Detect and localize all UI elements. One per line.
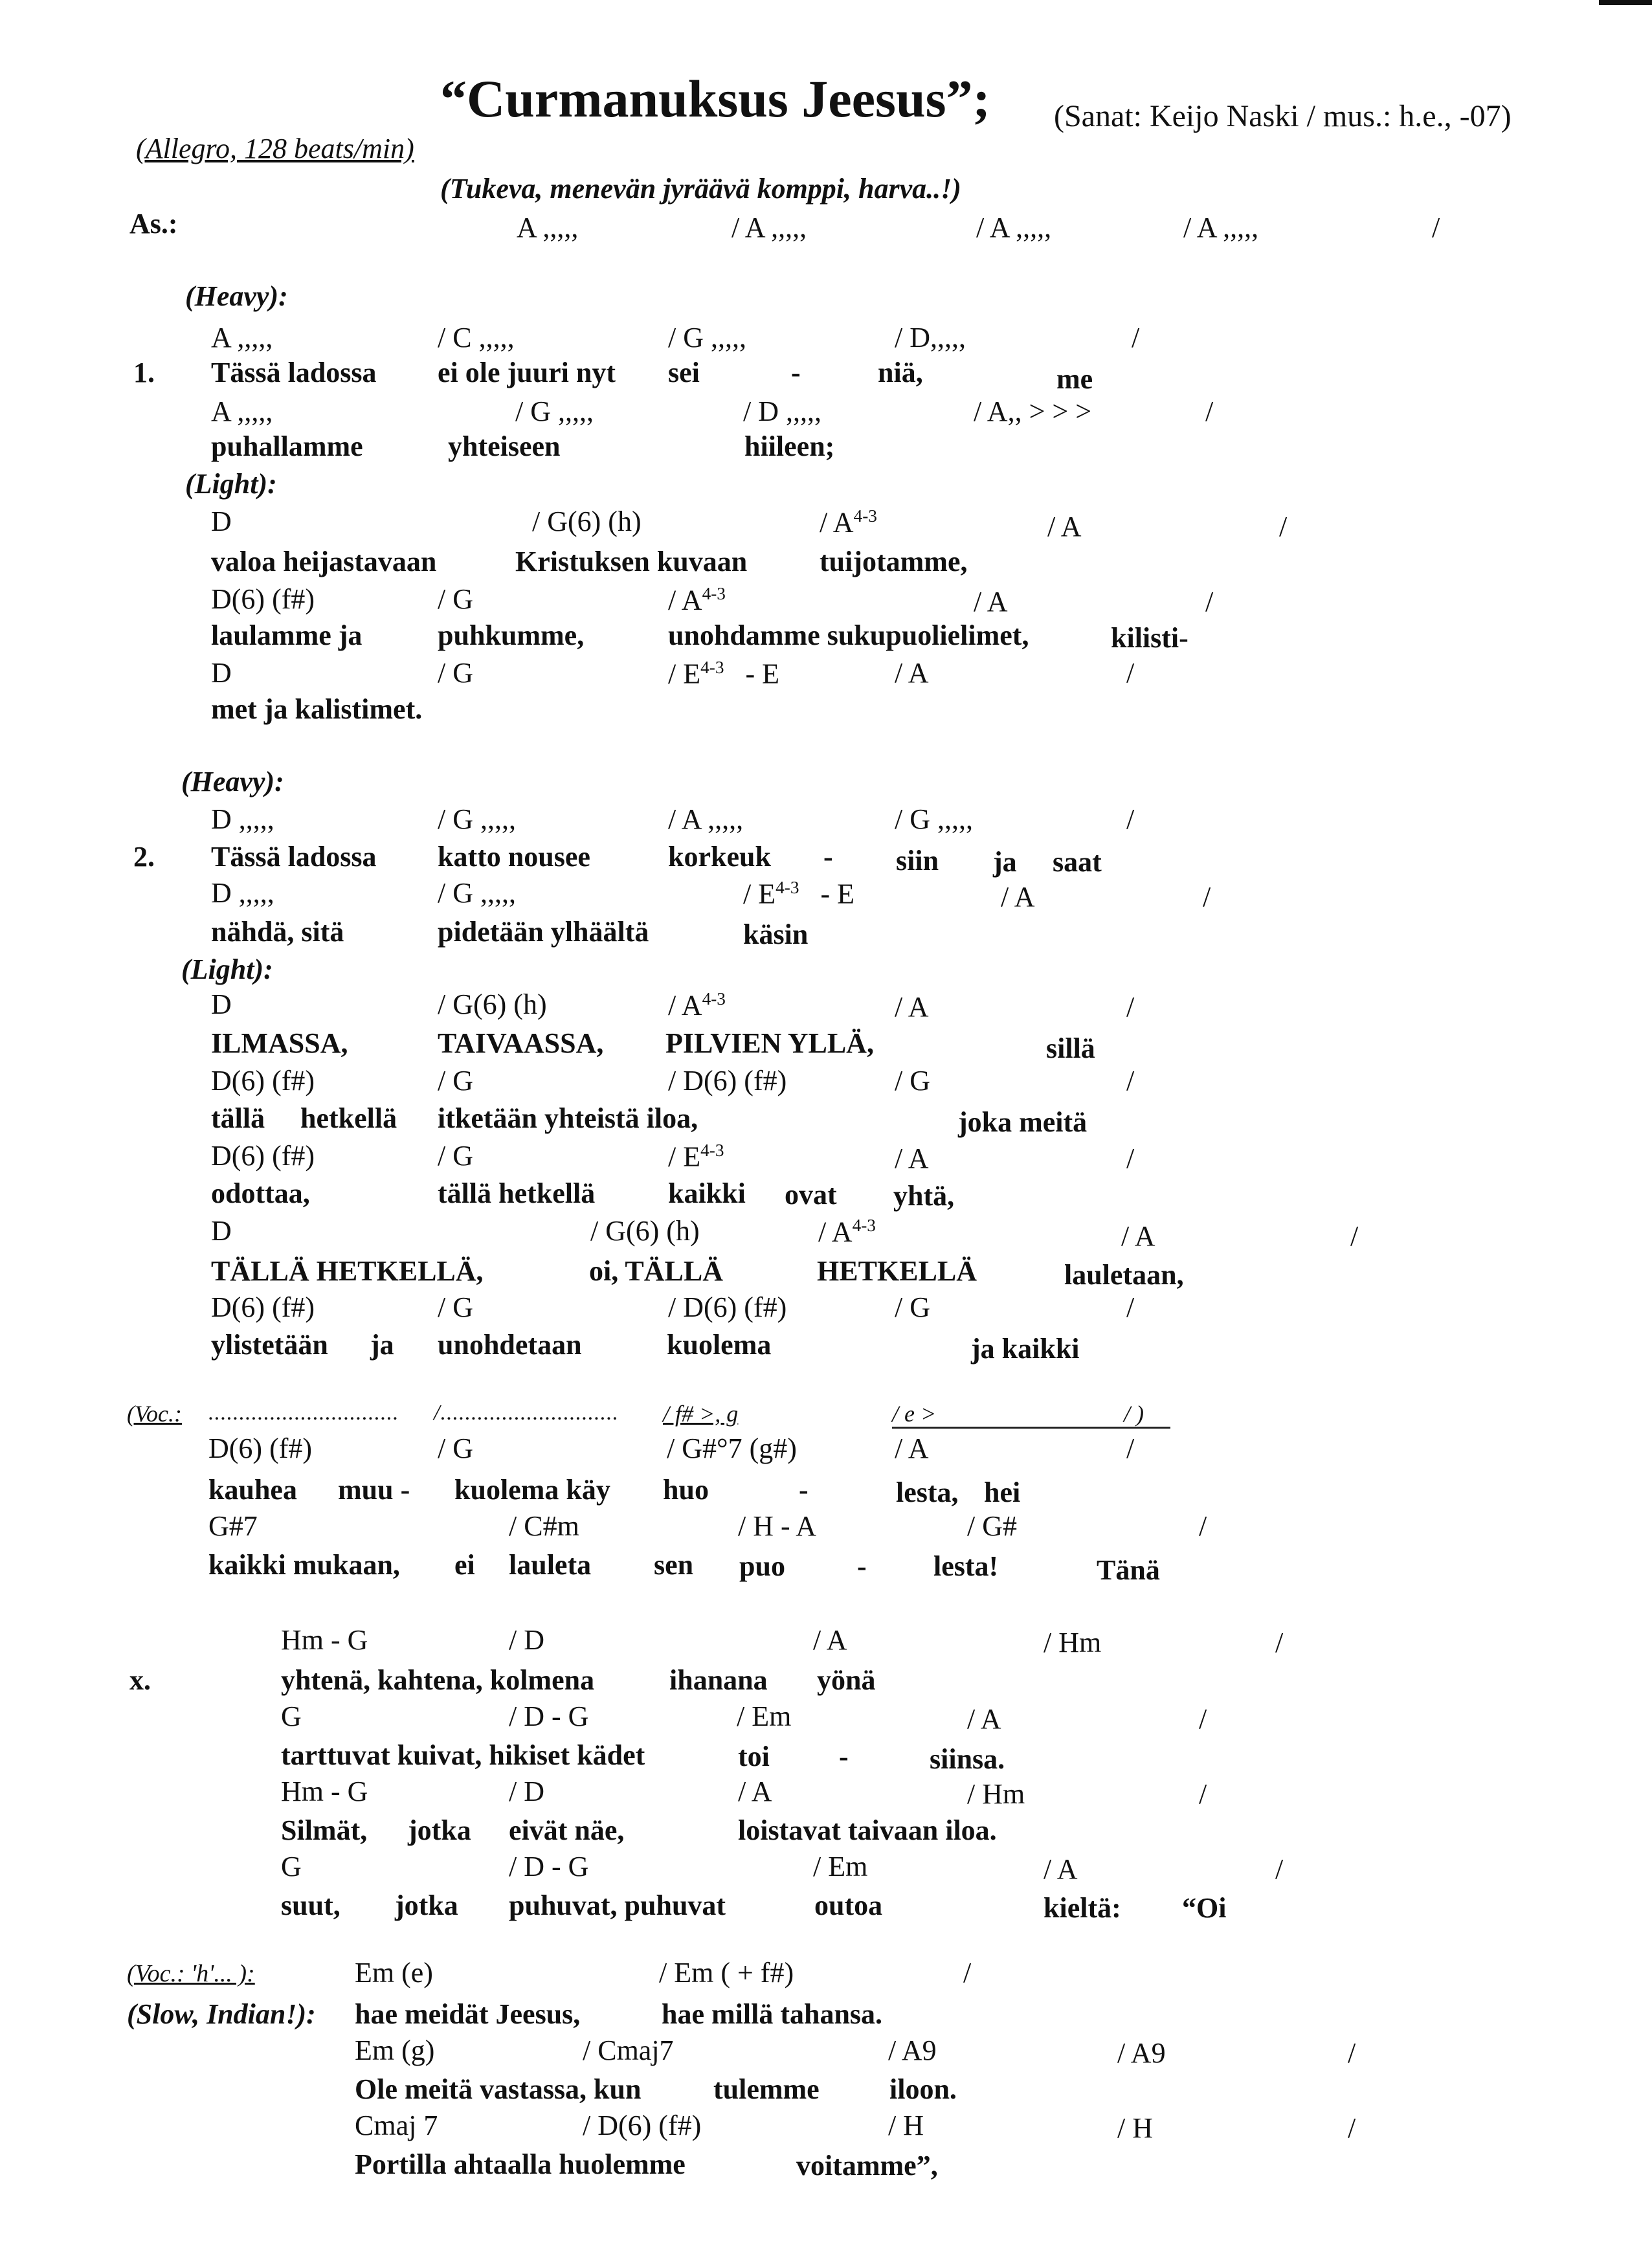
- lyric: TAIVAASSA,: [438, 1027, 604, 1059]
- lyric: yönä: [817, 1664, 876, 1696]
- lyric: puo: [739, 1550, 785, 1582]
- bar-line: /: [1203, 881, 1211, 913]
- chord: / G ,,,,,: [668, 322, 746, 353]
- verse-number: 2.: [133, 841, 155, 873]
- lyric: yhtenä, kahtena, kolmena: [281, 1664, 595, 1696]
- bar-line: /: [1132, 322, 1140, 353]
- chord: / D(6) (f#): [583, 2110, 702, 2141]
- chord: / G(6) (h): [438, 988, 547, 1020]
- lyric: lauleta: [509, 1549, 592, 1581]
- chord: / G: [895, 1291, 930, 1323]
- lyric: kaikki mukaan,: [208, 1549, 400, 1581]
- song-title: “Curmanuksus Jeesus”;: [440, 69, 990, 128]
- chord: / A ,,,,,: [731, 212, 807, 243]
- lyric: tällä: [211, 1102, 265, 1134]
- lyric: Tässä ladossa: [211, 357, 377, 388]
- lyric: huo: [663, 1474, 709, 1506]
- lyric: puhkumme,: [438, 619, 585, 651]
- lyric: ei ole juuri nyt: [438, 357, 616, 388]
- lyric: puhallamme: [211, 430, 363, 462]
- chord: Hm - G: [281, 1776, 368, 1807]
- lyric: jotka: [408, 1814, 471, 1846]
- chord: / D: [509, 1776, 544, 1807]
- chord: / $E^{4-3}$ - E: [743, 878, 854, 910]
- chord: / D: [509, 1624, 544, 1656]
- lyric: muu -: [338, 1474, 410, 1506]
- lyric: hiileen;: [744, 430, 835, 462]
- chord: / Cmaj7: [583, 2034, 674, 2066]
- chord: / G: [438, 1065, 473, 1097]
- lyric: kaikki: [668, 1177, 746, 1209]
- lyric: lesta!: [933, 1550, 999, 1582]
- bar-line: /: [1199, 1778, 1207, 1810]
- lyric: oi, TÄLLÄ: [589, 1255, 724, 1287]
- chord: / A9: [888, 2034, 937, 2066]
- chord: Em (g): [355, 2034, 435, 2066]
- chord: / D - G: [509, 1700, 589, 1732]
- chord: D: [211, 657, 232, 689]
- lyric: ihanana: [669, 1664, 768, 1696]
- lyric: itketään yhteistä iloa,: [438, 1102, 698, 1134]
- chord: / G: [895, 1065, 930, 1097]
- section-heavy: (Heavy):: [185, 280, 288, 312]
- credits: (Sanat: Keijo Naski / mus.: h.e., -07): [1054, 99, 1512, 133]
- lyric: lauletaan,: [1064, 1259, 1184, 1291]
- chord: / D,,,,,: [895, 322, 966, 353]
- vocal-cue-dots: /.............................: [434, 1401, 619, 1425]
- vocal-cue-underline: [892, 1427, 1170, 1429]
- lyric: me: [1056, 363, 1093, 395]
- lyric: nähdä, sitä: [211, 916, 344, 948]
- chord: D(6) (f#): [208, 1432, 313, 1464]
- chord: / A,, > > >: [974, 396, 1092, 427]
- bar-line: /: [1275, 1627, 1284, 1658]
- chord: G#7: [208, 1510, 258, 1542]
- lyric: sen: [654, 1549, 694, 1581]
- lyric: eivät näe,: [509, 1814, 625, 1846]
- lyric: -: [839, 1741, 849, 1772]
- chord: / Em: [813, 1851, 868, 1882]
- lyric: jotka: [395, 1890, 458, 1921]
- lyric: -: [791, 357, 801, 388]
- lyric: odottaa,: [211, 1177, 310, 1209]
- chord: / G: [438, 657, 473, 689]
- bar-line: /: [1205, 396, 1214, 427]
- chord: D: [211, 988, 232, 1020]
- lyric: käsin: [743, 919, 809, 950]
- chord: / $A^{4-3}$: [818, 1216, 876, 1248]
- chord: / $A^{4-3}$: [668, 584, 726, 616]
- chord: / $A^{4-3}$: [668, 989, 726, 1021]
- chord: / G(6) (h): [590, 1215, 700, 1247]
- vocal-cue-dots: ...............................: [208, 1401, 399, 1425]
- chord: / A ,,,,,: [1183, 212, 1259, 243]
- chord: D ,,,,,: [211, 803, 274, 835]
- lyric: Tässä ladossa: [211, 841, 377, 873]
- chord: / A: [1044, 1853, 1078, 1885]
- bar-line: /: [1432, 212, 1440, 243]
- lyric: ja: [993, 846, 1017, 878]
- chord: / H - A: [738, 1510, 816, 1542]
- chord: Cmaj 7: [355, 2110, 438, 2141]
- chord: / H: [1117, 2112, 1153, 2144]
- bar-line: /: [1199, 1510, 1207, 1542]
- lyric: kauhea: [208, 1474, 297, 1506]
- chord: / G: [438, 1140, 473, 1172]
- lyric: Tänä: [1097, 1554, 1160, 1586]
- scan-edge-mark: [1599, 0, 1652, 5]
- chord: / G: [438, 583, 473, 615]
- lyric: unohdetaan: [438, 1329, 582, 1361]
- chord: / D(6) (f#): [668, 1291, 787, 1323]
- lyric: puhuvat, puhuvat: [509, 1890, 726, 1921]
- lyric: tulemme: [713, 2073, 820, 2105]
- chord: A ,,,,,: [211, 396, 273, 427]
- bar-line: /: [1279, 511, 1288, 542]
- chord: / Em ( + f#): [659, 1957, 794, 1989]
- lyric: loistavat taivaan iloa.: [738, 1814, 997, 1846]
- chord: A ,,,,,: [211, 322, 273, 353]
- chord: / Em: [737, 1700, 792, 1732]
- bar-line: /: [1348, 2112, 1356, 2144]
- bar-line: /: [1199, 1703, 1207, 1735]
- vocal-cue-label: (Voc.:: [127, 1401, 182, 1427]
- lyric: sillä: [1046, 1032, 1095, 1064]
- lyric: katto nousee: [438, 841, 590, 873]
- chord: / G ,,,,,: [438, 877, 516, 909]
- lyric: hae meidät Jeesus,: [355, 1998, 581, 2030]
- chord: / D ,,,,,: [743, 396, 821, 427]
- vocal-cue-note: / e >: [892, 1401, 937, 1427]
- section-light: (Light):: [181, 953, 273, 985]
- chord: / A: [895, 657, 929, 689]
- chord: / D(6) (f#): [668, 1065, 787, 1097]
- bar-line: /: [1275, 1853, 1284, 1885]
- lyric: ILMASSA,: [211, 1027, 348, 1059]
- lyric: -: [799, 1474, 809, 1506]
- chord: / H: [888, 2110, 924, 2141]
- lyric: ylistetään: [211, 1329, 328, 1361]
- chord: D(6) (f#): [211, 583, 315, 615]
- bar-line: /: [1348, 2037, 1356, 2069]
- bar-line: /: [1126, 1065, 1135, 1097]
- chord: / G: [438, 1291, 473, 1323]
- lyric: tarttuvat kuivat, hikiset kädet: [281, 1739, 645, 1771]
- bar-line: /: [963, 1957, 972, 1989]
- lyric: “Oi: [1182, 1892, 1227, 1924]
- lyric: tällä hetkellä: [438, 1177, 596, 1209]
- lyric: -: [857, 1550, 867, 1582]
- chord: / G ,,,,,: [438, 803, 516, 835]
- chord: / A: [967, 1703, 1001, 1735]
- bar-line: /: [1205, 586, 1214, 618]
- lyric: Portilla ahtaalla huolemme: [355, 2148, 686, 2180]
- lyric: tuijotamme,: [820, 546, 968, 577]
- vocal-cue-note: / ): [1124, 1401, 1144, 1427]
- vocal-cue-label: (Voc.: 'h'... ):: [127, 1960, 255, 1987]
- bar-line: /: [1126, 1291, 1135, 1323]
- chord: / A: [974, 586, 1008, 618]
- bar-line: /: [1350, 1220, 1359, 1252]
- chord: / A: [895, 1432, 929, 1464]
- lyric: yhtä,: [893, 1180, 955, 1212]
- chord: / A: [738, 1776, 772, 1807]
- lyric: ei: [454, 1549, 475, 1581]
- lyric: sei: [668, 357, 700, 388]
- chord: D(6) (f#): [211, 1291, 315, 1323]
- bar-line: /: [1126, 803, 1135, 835]
- lyric: pidetään ylhäältä: [438, 916, 649, 948]
- lyric: kuolema käy: [454, 1474, 610, 1506]
- section-light: (Light):: [185, 468, 277, 500]
- lyric: siinsa.: [930, 1743, 1005, 1775]
- chord: / A9: [1117, 2037, 1166, 2069]
- lyric: ja: [370, 1329, 394, 1361]
- lyric: voitamme”,: [796, 2150, 938, 2181]
- chord: D(6) (f#): [211, 1065, 315, 1097]
- style-cue: (Slow, Indian!):: [127, 1998, 316, 2030]
- intro-label: As.:: [129, 208, 178, 240]
- chord: / D - G: [509, 1851, 589, 1882]
- lyric: outoa: [814, 1890, 883, 1921]
- chord: / A: [1047, 511, 1082, 542]
- verse-number: 1.: [133, 357, 155, 388]
- lyric: Silmät,: [281, 1814, 368, 1846]
- lyric: joka meitä: [958, 1106, 1088, 1138]
- lyric: TÄLLÄ HETKELLÄ,: [211, 1255, 484, 1287]
- tempo-marking: (Allegro, 128 beats/min): [136, 133, 414, 164]
- lyric: korkeuk: [668, 841, 771, 873]
- chord: A ,,,,,: [517, 212, 579, 243]
- section-label: x.: [129, 1664, 151, 1696]
- chord: / G#°7 (g#): [667, 1432, 797, 1464]
- chord: G: [281, 1700, 302, 1732]
- section-heavy: (Heavy):: [181, 766, 284, 797]
- chord: / G#: [967, 1510, 1017, 1542]
- chord: / $E^{4-3}$: [668, 1141, 724, 1173]
- chord: D: [211, 1215, 232, 1247]
- lyric: toi: [738, 1741, 770, 1772]
- chord: / G ,,,,,: [895, 803, 973, 835]
- lyric: Ole meitä vastassa, kun: [355, 2073, 642, 2105]
- chord: / $A^{4-3}$: [820, 506, 877, 539]
- lyric: ovat: [785, 1179, 837, 1210]
- lyric: niä,: [878, 357, 923, 388]
- chord: / A ,,,,,: [668, 803, 744, 835]
- bar-line: /: [1126, 991, 1135, 1023]
- style-note: (Tukeva, menevän jyräävä komppi, harva..!): [440, 173, 961, 205]
- chord: / G ,,,,,: [515, 396, 594, 427]
- bar-line: /: [1126, 657, 1135, 689]
- lyric: laulamme ja: [211, 619, 363, 651]
- lyric: saat: [1053, 846, 1102, 878]
- lyric: hetkellä: [300, 1102, 397, 1134]
- chord: / C ,,,,,: [438, 322, 515, 353]
- chord: / A: [895, 1143, 929, 1174]
- lyric: HETKELLÄ: [817, 1255, 977, 1287]
- chord: Hm - G: [281, 1624, 368, 1656]
- lyric: hei: [984, 1477, 1021, 1508]
- chord: / A ,,,,,: [976, 212, 1052, 243]
- lyric: valoa heijastavaan: [211, 546, 437, 577]
- lyric: yhteiseen: [448, 430, 561, 462]
- lyric: ja kaikki: [971, 1333, 1080, 1365]
- lyric: iloon.: [889, 2073, 957, 2105]
- chord: / $E^{4-3}$ - E: [668, 658, 779, 690]
- lyric: unohdamme sukupuolielimet,: [668, 619, 1029, 651]
- bar-line: /: [1126, 1432, 1135, 1464]
- chord: D(6) (f#): [211, 1140, 315, 1172]
- chord: D: [211, 506, 232, 537]
- lyric: hae millä tahansa.: [662, 1998, 883, 2030]
- chord: / A: [1121, 1220, 1155, 1252]
- chord: / A: [813, 1624, 847, 1656]
- chord: / G: [438, 1432, 473, 1464]
- chord: G: [281, 1851, 302, 1882]
- lyric: lesta,: [896, 1477, 959, 1508]
- lyric: siin: [896, 845, 939, 876]
- lyric: Kristuksen kuvaan: [515, 546, 748, 577]
- chord: / Hm: [1044, 1627, 1102, 1658]
- vocal-cue-note: / f# >, g: [663, 1401, 739, 1427]
- chord: / A: [1001, 881, 1035, 913]
- chord: / A: [895, 991, 929, 1023]
- bar-line: /: [1126, 1143, 1135, 1174]
- chord: D ,,,,,: [211, 877, 274, 909]
- lyric: suut,: [281, 1890, 340, 1921]
- chord: / Hm: [967, 1778, 1025, 1810]
- lyric: PILVIEN YLLÄ,: [665, 1027, 874, 1059]
- chord: / G(6) (h): [532, 506, 642, 537]
- lyric: -: [823, 841, 833, 873]
- lyric: kilisti-: [1111, 622, 1189, 654]
- lyric: met ja kalistimet.: [211, 693, 423, 725]
- lyric: kieltä:: [1044, 1892, 1121, 1924]
- lyric: kuolema: [667, 1329, 772, 1361]
- chord: / C#m: [509, 1510, 579, 1542]
- chord: Em (e): [355, 1957, 433, 1989]
